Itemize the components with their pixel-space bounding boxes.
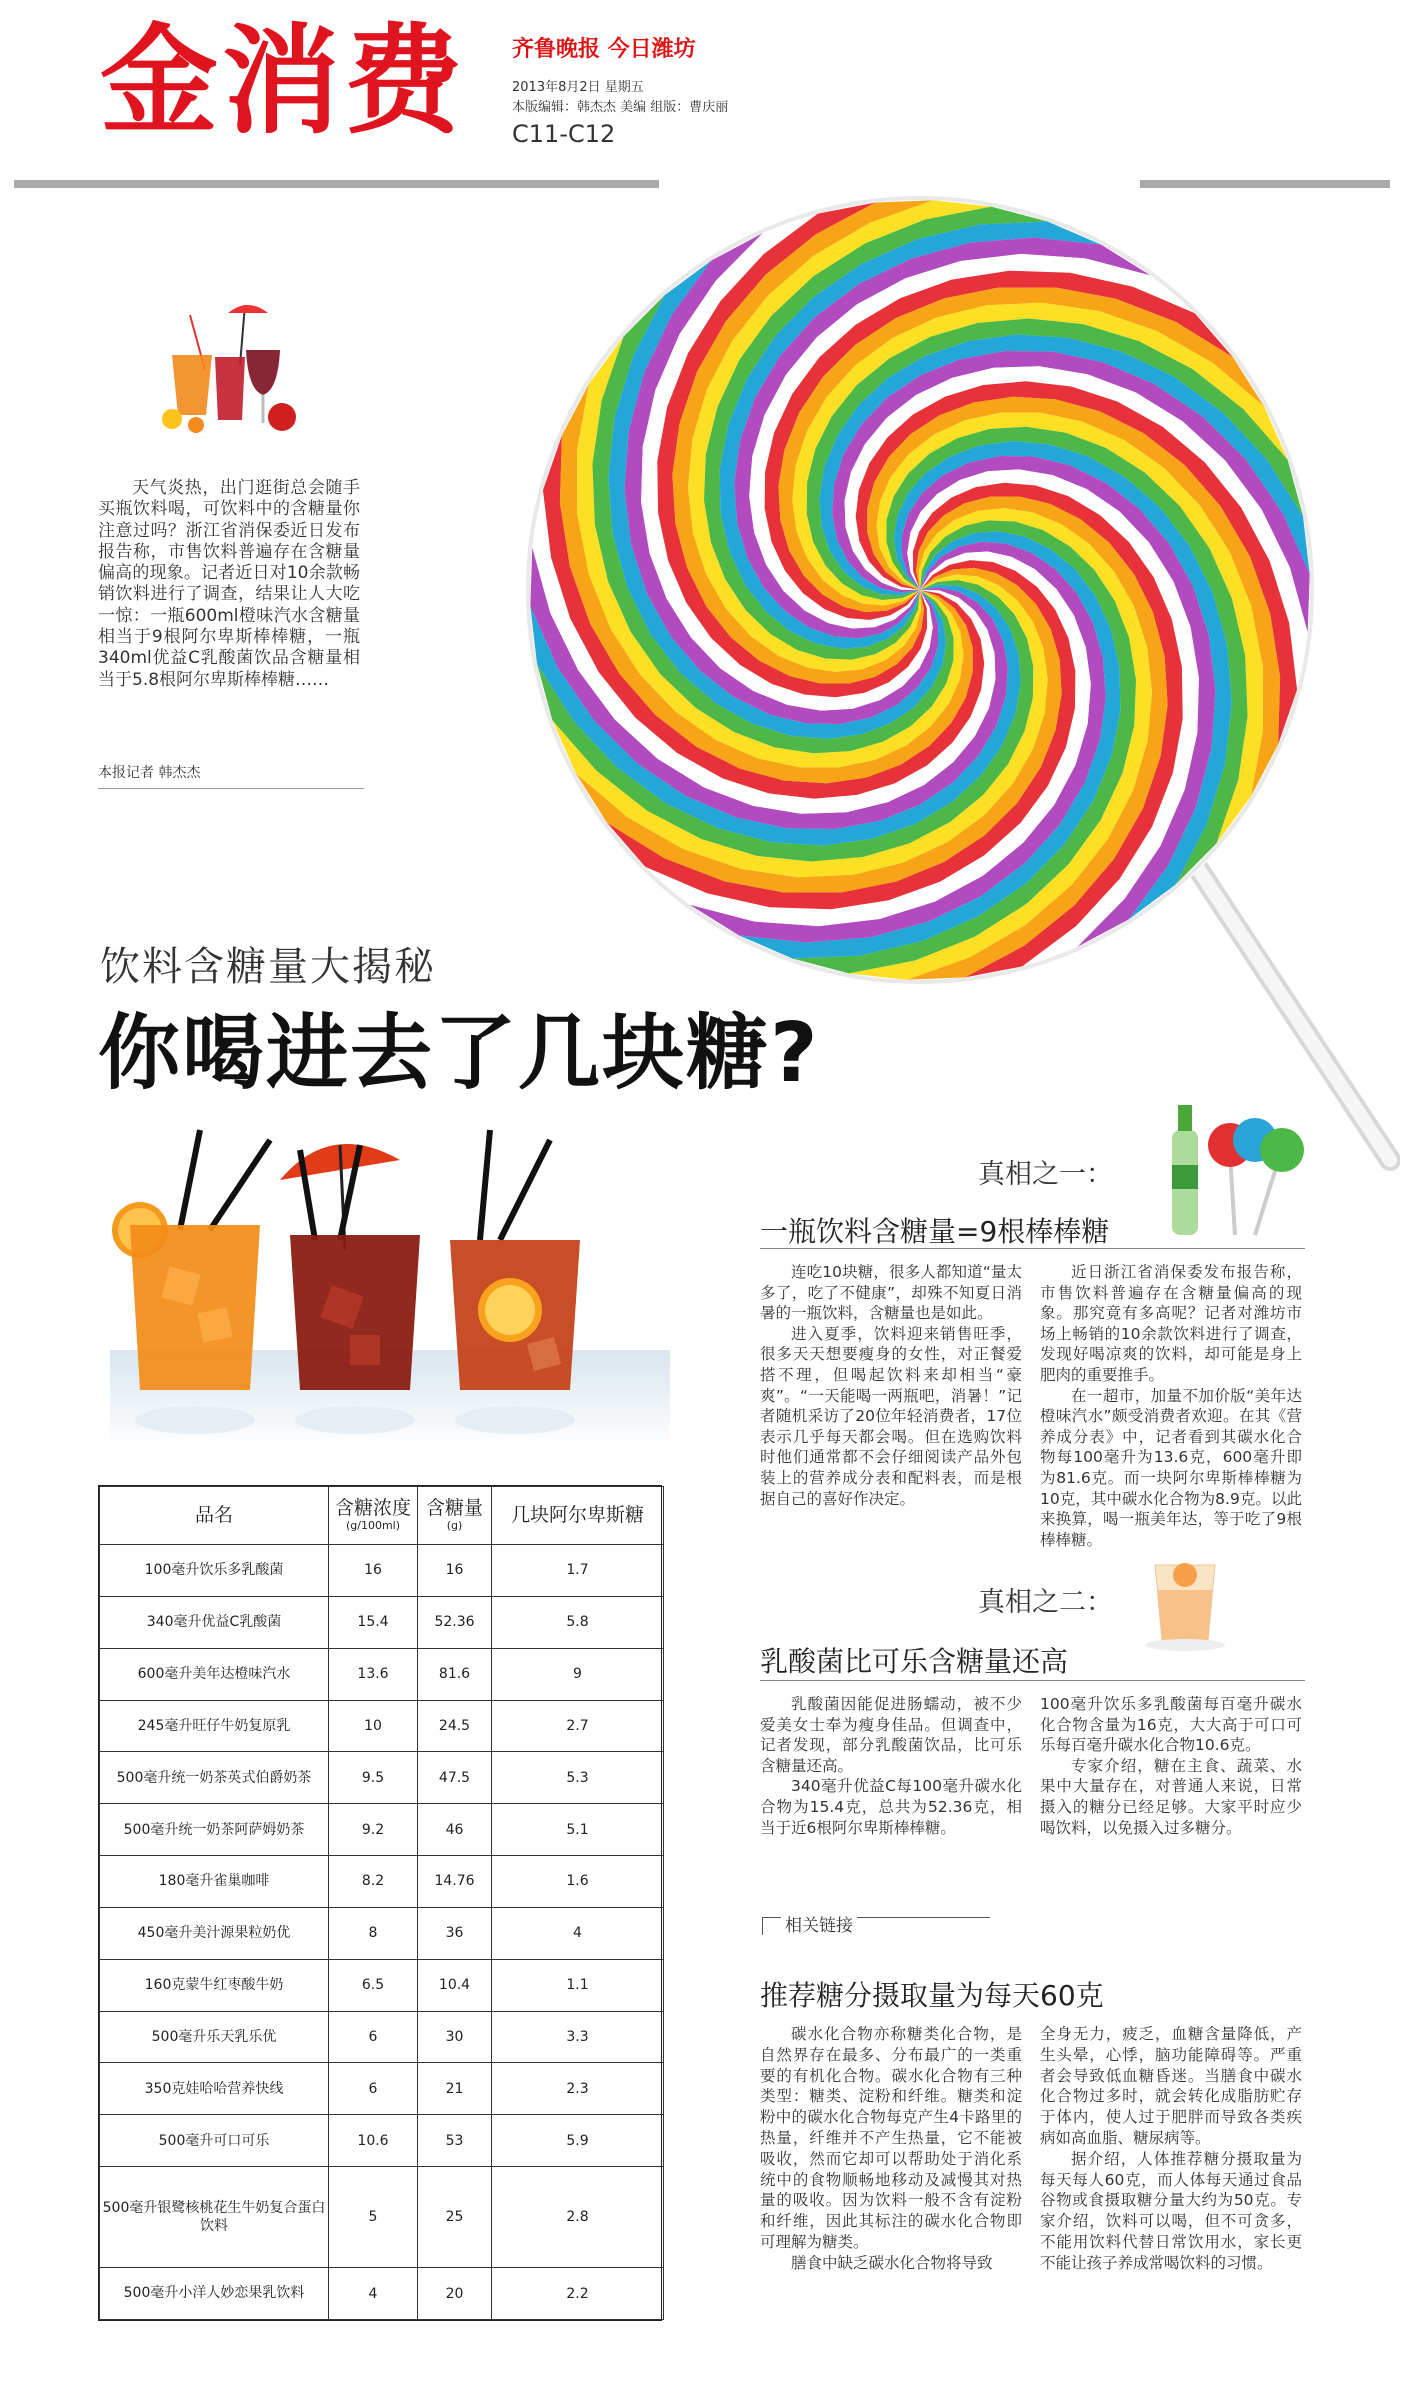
header-sugar [418, 1487, 492, 1545]
related-col2 [1040, 2024, 1302, 2274]
cell-concentration: 6 [329, 2063, 418, 2115]
cell-concentration: 9.2 [329, 1804, 418, 1856]
cell-sugar: 10.4 [418, 1959, 492, 2011]
table-header-row [100, 1487, 664, 1545]
cell-sugar: 53 [418, 2115, 492, 2167]
table-row [100, 1752, 664, 1804]
table-row [100, 1856, 664, 1908]
cell-concentration: 4 [329, 2268, 418, 2320]
header-concentration-label: 含糖浓度 [334, 1497, 411, 1520]
cell-product: 160克蒙牛红枣酸牛奶 [100, 1959, 329, 2011]
cell-sugar: 36 [418, 1907, 492, 1959]
paragraph: 乳酸菌因能促进肠蠕动，被不少爱美女士奉为瘦身佳品。但调查中，记者发现，部分乳酸菌饮品，比可乐含糖量还高。 [760, 1695, 1022, 1775]
bottle-and-lollipops-icon [1160, 1095, 1330, 1245]
section1-divider [760, 1248, 1305, 1249]
cell-candies: 3.3 [492, 2011, 664, 2063]
table-row [100, 2268, 664, 2320]
issue-staff: 本版编辑：韩杰杰 美编 组版：曹庆丽 [512, 100, 729, 116]
section2-divider [760, 1680, 1305, 1681]
issue-date: 2013年8月2日 星期五 [512, 80, 644, 95]
cell-product: 500毫升小洋人妙恋果乳饮料 [100, 2268, 329, 2320]
cell-sugar: 16 [418, 1545, 492, 1597]
cell-product: 245毫升旺仔牛奶复原乳 [100, 1700, 329, 1752]
table-row [100, 1648, 664, 1700]
three-drinks-illustration [110, 1120, 670, 1450]
table-row [100, 1596, 664, 1648]
table-body [100, 1545, 664, 2320]
table-row [100, 1907, 664, 1959]
header-concentration-unit: (g/100ml) [345, 1519, 401, 1533]
cell-product: 180毫升雀巢咖啡 [100, 1856, 329, 1908]
paragraph: 在一超市，加量不加价版“美年达橙味汽水”颇受消费者欢迎。在其《营养成分表》中，记者看到其碳水化合物每100毫升为13.6克，600毫升即为81.6克。而一块阿尔卑斯棒棒糖为10克，其中碳水化合物为8.9克。以此来换算，喝一瓶美年达，等于吃了9根棒棒糖。 [1040, 1386, 1302, 1549]
paragraph: 膳食中缺乏碳水化合物将导致 [791, 2253, 993, 2272]
cell-product: 350克娃哈哈营养快线 [100, 2063, 329, 2115]
cell-sugar: 24.5 [418, 1700, 492, 1752]
cell-concentration: 10 [329, 1700, 418, 1752]
paragraph: 近日浙江省消保委发布报告称，市售饮料普遍存在含糖量偏高的现象。那究竟有多高呢？记者对潍坊市场上畅销的10余款饮料进行了调查，发现好喝凉爽的饮料，却可能是身上肥肉的重要推手。 [1040, 1263, 1302, 1384]
issue-meta [512, 78, 728, 118]
cell-product: 600毫升美年达橙味汽水 [100, 1648, 329, 1700]
newspaper-name: 齐鲁晚报 今日潍坊 [512, 36, 696, 62]
cell-candies: 2.8 [492, 2167, 664, 2268]
related-col1 [760, 2024, 1022, 2274]
related-link-tag [762, 1917, 990, 1935]
related-link-label: 相关链接 [781, 1916, 857, 1936]
table-row [100, 1545, 664, 1597]
cell-product: 500毫升可口可乐 [100, 2115, 329, 2167]
paragraph: 专家介绍，糖在主食、蔬菜、水果中大量存在，对普通人来说，日常摄入的糖分已经足够。大家平时应少喝饮料，以免摄入过多糖分。 [1040, 1756, 1302, 1837]
cell-sugar: 47.5 [418, 1752, 492, 1804]
cell-candies: 1.6 [492, 1856, 664, 1908]
table-row [100, 2167, 664, 2268]
small-drinks-image [150, 295, 300, 440]
section1-label: 真相之一： [978, 1159, 1113, 1190]
cell-candies: 2.7 [492, 1700, 664, 1752]
section2-col1 [760, 1694, 1022, 1838]
cell-candies: 2.2 [492, 2268, 664, 2320]
cell-concentration: 8.2 [329, 1856, 418, 1908]
header-sugar-label: 含糖量 [425, 1497, 483, 1520]
paragraph: 据介绍，人体推荐糖分摄取量为每天每人60克，而人体每天通过食品谷物或食摄取糖分量大约为50克。专家介绍，饮料可以喝，但不可贪多，不能用饮料代替日常饮用水，家长更不能让孩子养成常喝饮料的习惯。 [1040, 2149, 1302, 2272]
table-row [100, 1804, 664, 1856]
cell-candies: 5.3 [492, 1752, 664, 1804]
masthead-title: 金消费 [100, 11, 467, 150]
cell-sugar: 81.6 [418, 1648, 492, 1700]
related-title: 推荐糖分摄取量为每天60克 [760, 1979, 1104, 2012]
cell-concentration: 15.4 [329, 1596, 418, 1648]
header-sugar-unit: (g) [446, 1519, 463, 1533]
cell-sugar: 21 [418, 2063, 492, 2115]
cell-sugar: 14.76 [418, 1856, 492, 1908]
section2-label: 真相之二： [978, 1587, 1113, 1618]
cell-product: 100毫升饮乐多乳酸菌 [100, 1545, 329, 1597]
header-concentration [329, 1487, 418, 1545]
paragraph: 进入夏季，饮料迎来销售旺季，很多天天想要瘦身的女性，对正餐爱搭不理，但喝起饮料来却相当“豪爽”。“一天能喝一两瓶吧，消暑！”记者随机采访了20位年轻消费者，17位表示几乎每天都会喝。但在选购饮料时他们通常都不会仔细阅读产品外包装上的营养成分表和配料表，而是根据自己的喜好作决定。 [760, 1324, 1022, 1508]
intro-paragraph: 天气炎热，出门逛街总会随手买瓶饮料喝，可饮料中的含糖量你注意过吗？浙江省消保委近日发布报告称，市售饮料普遍存在含糖量偏高的现象。记者近日对10余款畅销饮料进行了调查，结果让人大吃一惊：一瓶600ml橙味汽水含糖量相当于9根阿尔卑斯棒棒糖，一瓶340ml优益C乳酸菌饮品含糖量相当于5.8根阿尔卑斯棒棒糖…… [98, 478, 360, 690]
cell-sugar: 20 [418, 2268, 492, 2320]
section1-title: 一瓶饮料含糖量=9根棒棒糖 [760, 1215, 1110, 1248]
cell-candies: 1.1 [492, 1959, 664, 2011]
cell-sugar: 25 [418, 2167, 492, 2268]
paragraph: 340毫升优益C每100毫升碳水化合物为15.4克，总共为52.36克，相当于近6根阿尔卑斯棒棒糖。 [760, 1777, 1022, 1837]
cell-sugar: 52.36 [418, 1596, 492, 1648]
cell-candies: 2.3 [492, 2063, 664, 2115]
table-row [100, 2115, 664, 2167]
cell-candies: 9 [492, 1648, 664, 1700]
cell-concentration: 6 [329, 2011, 418, 2063]
cell-sugar: 46 [418, 1804, 492, 1856]
section2-col2 [1040, 1694, 1302, 1838]
sugar-content-table [98, 1485, 662, 2321]
cell-candies: 5.1 [492, 1804, 664, 1856]
headline-kicker: 饮料含糖量大揭秘 [100, 944, 436, 990]
section1-col1 [760, 1262, 1022, 1509]
table-row [100, 2011, 664, 2063]
section2-title: 乳酸菌比可乐含糖量还高 [760, 1645, 1069, 1678]
page-numbers: C11-C12 [512, 120, 616, 148]
table-row [100, 1700, 664, 1752]
cell-product: 500毫升乐天乳乐优 [100, 2011, 329, 2063]
table-row [100, 2063, 664, 2115]
cell-concentration: 10.6 [329, 2115, 418, 2167]
cell-product: 500毫升统一奶茶英式伯爵奶茶 [100, 1752, 329, 1804]
yogurt-dessert-icon [1130, 1545, 1240, 1655]
cell-product: 500毫升银鹭核桃花生牛奶复合蛋白饮料 [100, 2167, 329, 2268]
header-candies: 几块阿尔卑斯糖 [492, 1487, 664, 1545]
cell-candies: 5.9 [492, 2115, 664, 2167]
cell-concentration: 16 [329, 1545, 418, 1597]
cell-candies: 1.7 [492, 1545, 664, 1597]
cell-concentration: 6.5 [329, 1959, 418, 2011]
cell-concentration: 5 [329, 2167, 418, 2268]
table-row [100, 1959, 664, 2011]
cell-product: 340毫升优益C乳酸菌 [100, 1596, 329, 1648]
paragraph: 100毫升饮乐多乳酸菌每百毫升碳水化合物含量为16克，大大高于可口可乐每百毫升碳水化合物10.6克。 [1040, 1695, 1302, 1755]
section1-col2 [1040, 1262, 1302, 1550]
byline: 本报记者 韩杰杰 [98, 762, 364, 789]
cell-concentration: 13.6 [329, 1648, 418, 1700]
cell-candies: 5.8 [492, 1596, 664, 1648]
paragraph: 碳水化合物亦称糖类化合物，是自然界存在最多、分布最广的一类重要的有机化合物。碳水化合物有三种类型：糖类、淀粉和纤维。糖类和淀粉中的碳水化合物每克产生4卡路里的热量，纤维并不产生热量，它不能被吸收，然而它却可以帮助处于消化系统中的食物顺畅地移动及减慢其对热量的吸收。因为饮料一般不含有淀粉和纤维，因此其标注的碳水化合物即可理解为糖类。 [760, 2025, 1022, 2251]
paragraph: 连吃10块糖，很多人都知道“量太多了，吃了不健康”，却殊不知夏日消暑的一瓶饮料，含糖量也是如此。 [760, 1263, 1022, 1323]
paragraph: 全身无力，疲乏，血糖含量降低，产生头晕，心悸，脑功能障碍等。严重者会导致低血糖昏迷。当膳食中碳水化合物过多时，就会转化成脂肪贮存于体内，使人过于肥胖而导致各类疾病如高血脂、糖尿病等。 [1040, 2025, 1302, 2147]
cell-concentration: 9.5 [329, 1752, 418, 1804]
cell-sugar: 30 [418, 2011, 492, 2063]
headline: 你喝进去了几块糖? [98, 1006, 820, 1101]
header-product: 品名 [100, 1487, 329, 1545]
cell-product: 500毫升统一奶茶阿萨姆奶茶 [100, 1804, 329, 1856]
cell-concentration: 8 [329, 1907, 418, 1959]
cell-product: 450毫升美汁源果粒奶优 [100, 1907, 329, 1959]
cell-candies: 4 [492, 1907, 664, 1959]
